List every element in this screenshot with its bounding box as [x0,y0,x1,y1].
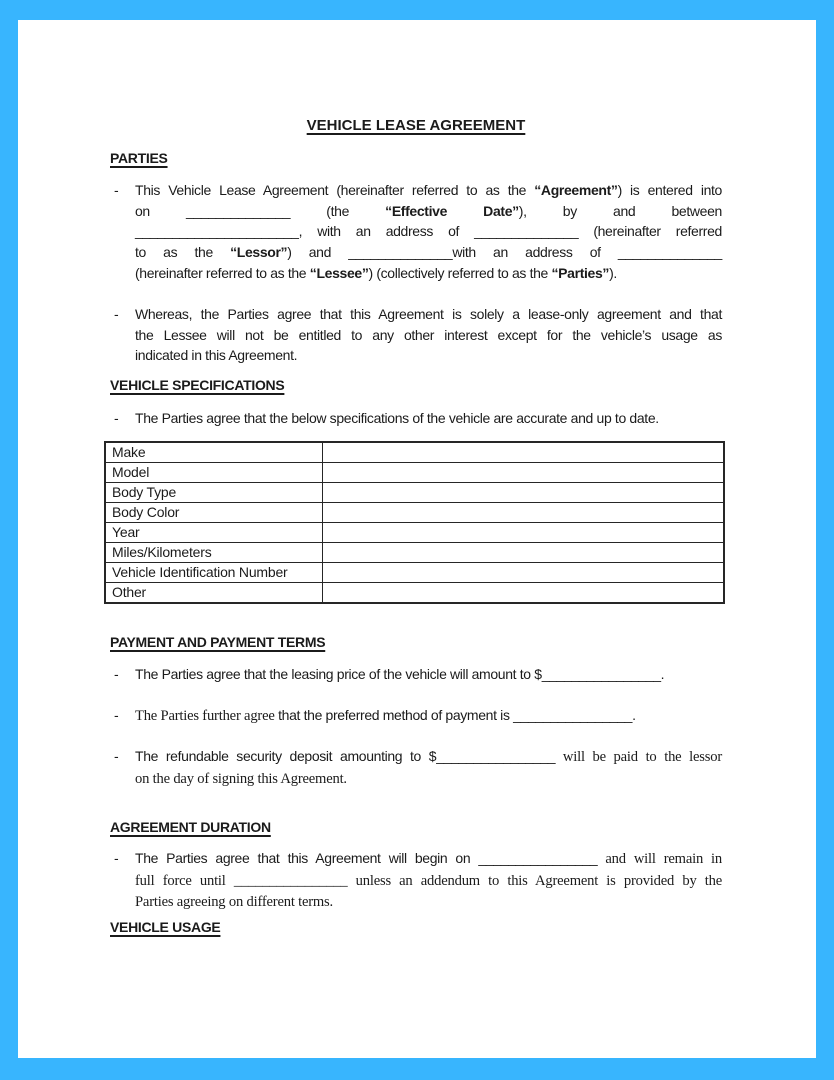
table-row [105,503,724,523]
text-segment: the Lessee will not be entitled to any other interest except for the vehicle’s usage as [135,326,722,343]
section-heading-vehicle-usage: VEHICLE USAGE [110,919,221,935]
parties-clause-2-text [135,304,722,366]
text-segment: The refundable security deposit amounting to $________________ [135,748,556,764]
payment-clause-3-text [135,746,722,789]
document-title [110,117,722,134]
text-segment: The Parties agree that this Agreement will begin on ________________ [135,850,598,866]
table-row [105,523,724,543]
text-line [135,768,722,790]
text-line [135,664,722,685]
text-segment: (hereinafter referred to as the [135,264,310,281]
section-heading-vehicle-specifications: VEHICLE SPECIFICATIONS [110,377,285,393]
text-segment: “Effective Date” [385,202,519,219]
spec-value-cell [323,583,725,604]
text-segment: “Lessor” [230,244,288,261]
text-segment: that the preferred method of payment is ________________. [278,707,636,723]
text-segment: ). [609,264,617,281]
duration-clause-1 [112,848,722,913]
text-segment: full force until ________________ unless an addendum to this Agreement is provided by the [135,872,722,889]
document-page [18,20,816,1058]
spec-value-cell [323,523,725,543]
spec-label-cell: Body Color [105,503,323,523]
spec-value-cell [323,543,725,563]
text-line [135,870,722,892]
parties-clause-1 [112,180,722,284]
text-segment: The Parties further agree [135,708,279,724]
text-segment: indicated in this Agreement. [135,347,298,364]
text-segment: to as the [135,244,231,261]
payment-clause-1-text [135,664,722,685]
text-segment: ) (collectively referred to as the [368,264,552,281]
text-line [135,201,722,222]
section-heading-duration: AGREEMENT DURATION [110,819,271,835]
text-segment: will be paid to the lessor [555,749,722,765]
bullet-dash: - [114,306,119,322]
table-row [105,563,724,583]
text-line [135,180,722,201]
spec-value-cell [323,563,725,583]
vehicle-specs-table-body [105,442,724,603]
section-heading-parties: PARTIES [110,150,168,166]
payment-clause-2-text [135,705,722,727]
text-line [135,848,722,870]
spec-value-cell [323,442,725,463]
vehicle-specs-table [104,441,725,604]
text-segment: “Agreement” [534,182,618,198]
text-segment: on the day of signing this Agreement. [135,770,347,787]
text-segment: ______________________, with an address of ______________ (hereinafter referred [135,223,722,240]
text-segment: ), by and between [518,202,722,219]
payment-clause-3 [112,746,722,789]
text-segment: The Parties agree that the below specifications of the vehicle are accurate and up to date. [135,410,659,426]
text-segment: The Parties agree that the leasing price of the vehicle will amount to $________________. [135,666,665,682]
text-segment: Parties agreeing on different terms. [135,894,333,911]
text-line [135,325,722,346]
bullet-dash: - [114,182,119,198]
text-line [135,263,722,284]
vehicle-specifications-intro-text [135,408,722,429]
text-segment: “Lessee” [309,264,369,281]
spec-value-cell [323,503,725,523]
spec-label-cell: Model [105,463,323,483]
spec-value-cell [323,463,725,483]
spec-label-cell: Year [105,523,323,543]
parties-clause-2 [112,304,722,366]
text-line [135,746,722,768]
text-segment: This Vehicle Lease Agreement (hereinafter referred to as the [135,182,535,198]
parties-clause-1-text [135,180,722,284]
text-line [135,408,722,429]
text-line [135,345,722,366]
vehicle-specifications-intro [112,408,722,429]
text-segment: and will remain in [597,851,722,867]
bullet-dash: - [114,666,119,682]
table-row [105,463,724,483]
bullet-dash: - [114,410,119,426]
text-segment: ) and ______________with an address of ______________ [287,244,722,261]
spec-label-cell: Miles/Kilometers [105,543,323,563]
payment-clause-2 [112,705,722,727]
spec-label-cell: Vehicle Identification Number [105,563,323,583]
spec-label-cell: Body Type [105,483,323,503]
spec-value-cell [323,483,725,503]
duration-clause-1-text [135,848,722,913]
text-line [135,221,722,242]
text-line [135,891,722,913]
spec-label-cell: Make [105,442,323,463]
bullet-dash: - [114,707,119,723]
table-row [105,483,724,503]
text-segment: ) is entered into [617,182,722,198]
bullet-dash: - [114,748,119,764]
spec-label-cell: Other [105,583,323,604]
text-line [135,242,722,263]
text-segment: “Parties” [551,264,610,281]
text-segment: Whereas, the Parties agree that this Agreement is solely a lease-only agreement and that [135,306,722,322]
payment-clause-1 [112,664,722,685]
document-title-text: VEHICLE LEASE AGREEMENT [306,117,526,134]
section-heading-payment: PAYMENT AND PAYMENT TERMS [110,634,326,650]
table-row [105,583,724,604]
bullet-dash: - [114,850,119,866]
table-row [105,543,724,563]
text-line [135,304,722,325]
text-segment: on ______________ (the [135,202,386,219]
text-line [135,705,722,727]
table-row [105,442,724,463]
